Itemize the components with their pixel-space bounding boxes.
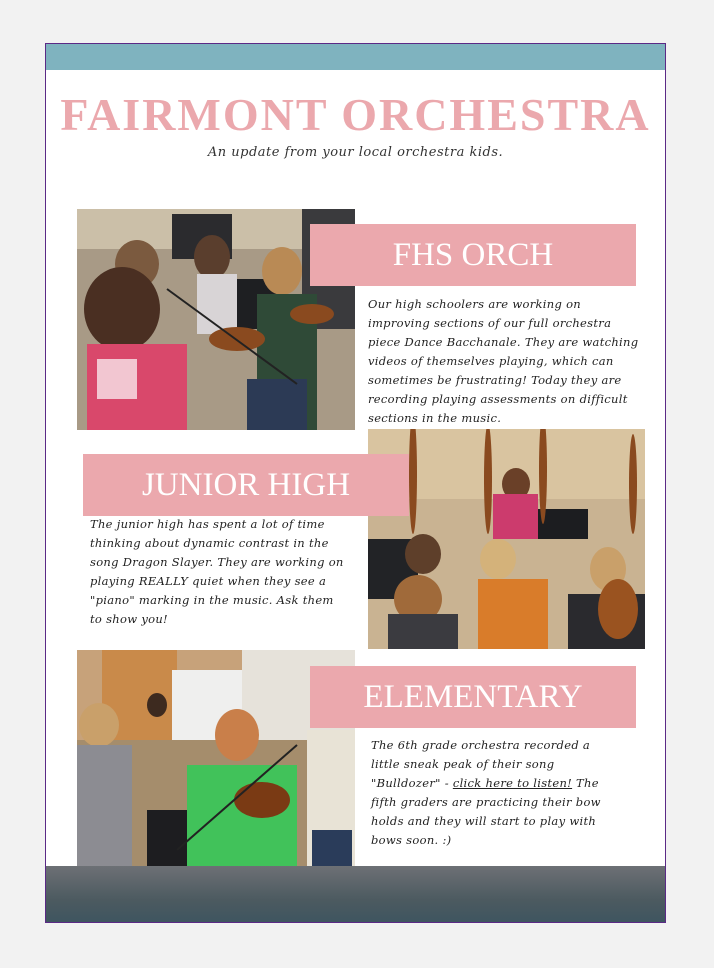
elementary-heading: ELEMENTARY xyxy=(363,679,583,715)
elementary-text xyxy=(371,736,621,850)
fhs-orch-heading: FHS ORCH xyxy=(392,237,554,273)
elementary-text-part2: The fifth graders are practicing their bow holds and they will start to play with bows soon. :) xyxy=(371,776,601,847)
newsletter-title: FAIRMONT ORCHESTRA xyxy=(60,89,651,140)
elementary-text-part1: The 6th grade orchestra recorded a little sneak peak of their song "Bulldozer" - xyxy=(371,738,591,790)
fhs-orch-text: Our high schoolers are working on improving sections of our full orchestra piece Dance Bacchanale. They are watching videos of themselves playing, which can sometimes be frustrating! Today they are recording playing assessments on difficult sections in the music. xyxy=(368,297,639,425)
fhs-orch-banner xyxy=(310,224,636,286)
listen-link[interactable]: click here to listen! xyxy=(452,776,573,790)
elementary-banner xyxy=(310,666,636,728)
junior-high-heading: JUNIOR HIGH xyxy=(141,467,351,503)
junior-high-text: The junior high has spent a lot of time thinking about dynamic contrast in the song Dragon Slayer. They are working on playing REALLY quiet when they see a "piano" marking in the music. Ask them to show you! xyxy=(90,517,344,626)
bottom-color-band xyxy=(46,866,665,923)
top-color-band xyxy=(46,44,665,70)
newsletter-subtitle: An update from your local orchestra kids. xyxy=(207,145,504,160)
newsletter-page xyxy=(45,43,666,923)
junior-high-banner xyxy=(83,454,409,516)
junior-high-orchestra-photo xyxy=(368,429,645,649)
